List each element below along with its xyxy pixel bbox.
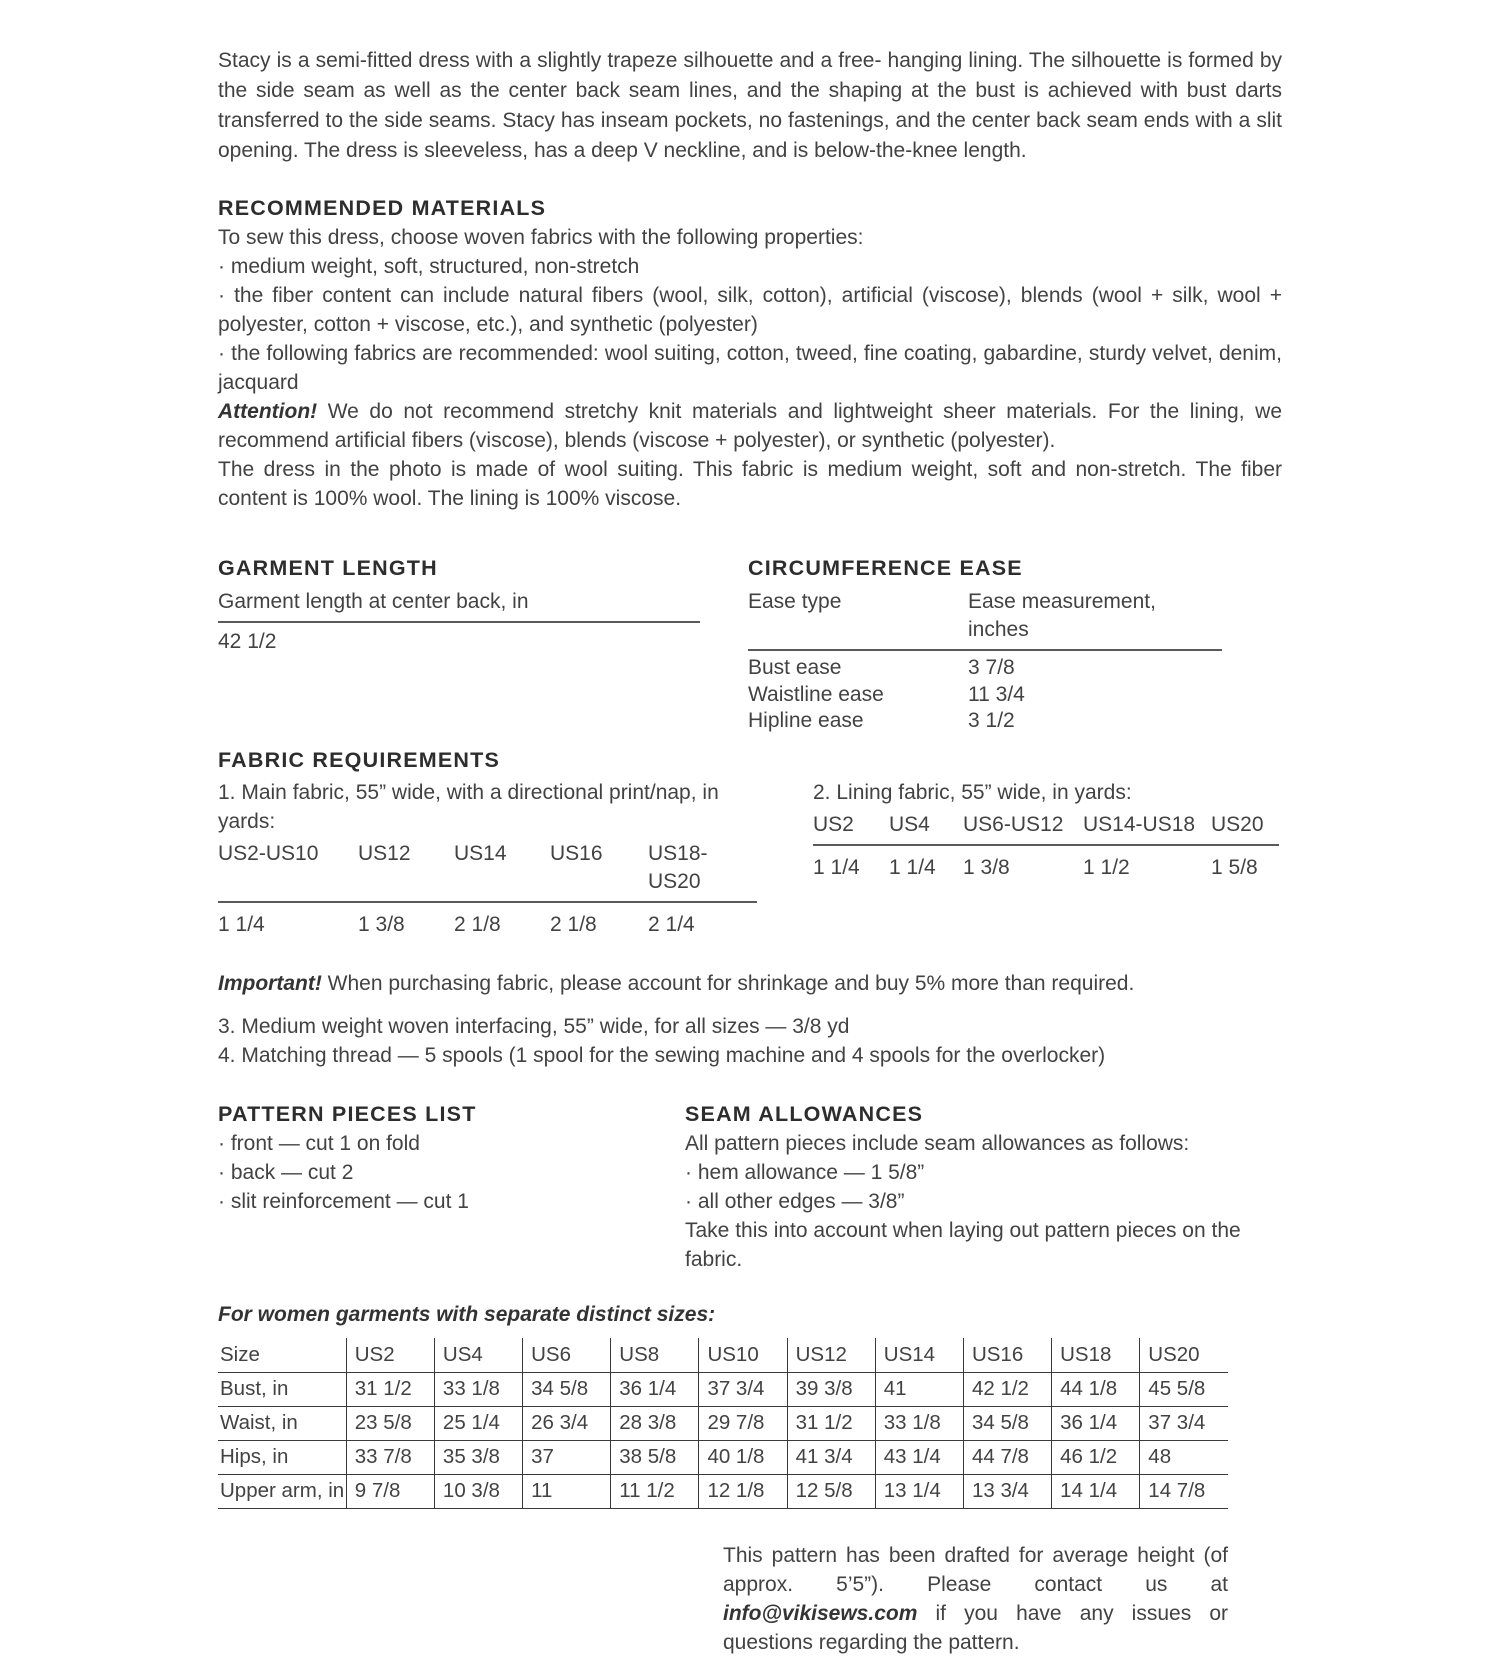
table-cell: 35 3/8 xyxy=(434,1440,522,1474)
important-note: Important! When purchasing fabric, please account for shrinkage and buy 5% more than required. xyxy=(218,971,1135,995)
table-cell: 28 3/8 xyxy=(611,1406,699,1440)
thread-item: 4. Matching thread — 5 spools (1 spool for the sewing machine and 4 spools for the overlocker) xyxy=(218,1043,1106,1067)
table-cell: 26 3/4 xyxy=(523,1406,611,1440)
seam-allowances-note: Take this into account when laying out pattern pieces on the fabric. xyxy=(685,1218,1241,1271)
table-header-cell: US20 xyxy=(1140,1338,1228,1373)
table-row xyxy=(218,1440,1228,1474)
pattern-piece-item: · back — cut 2 xyxy=(218,1160,354,1184)
attention-note: Attention! We do not recommend stretchy knit materials and lightweight sheer materials. For the lining, we recommend artificial fibers (viscose), blends (viscose + polyester), or synthetic (polyester). xyxy=(218,400,1282,452)
table-cell: 23 5/8 xyxy=(346,1406,434,1440)
ease-row: Bust ease 3 7/8 xyxy=(748,656,1015,679)
garment-length-value: 42 1/2 xyxy=(218,630,277,653)
bullet-icon: · xyxy=(218,255,225,278)
table-cell: 41 3/4 xyxy=(787,1440,875,1474)
table-row xyxy=(218,1406,1228,1440)
size-table-header-row xyxy=(218,1338,1228,1373)
table-header-cell: US2 xyxy=(346,1338,434,1373)
recommended-materials-section xyxy=(218,193,1282,513)
table-cell: 14 1/4 xyxy=(1052,1474,1140,1508)
seam-allowances-section xyxy=(685,1099,1282,1274)
attention-label: Attention! xyxy=(218,400,318,423)
table-cell: 33 1/8 xyxy=(875,1406,963,1440)
ease-type-column-header: Ease type xyxy=(748,590,842,613)
table-cell: 14 7/8 xyxy=(1140,1474,1228,1508)
lining-fabric-values-row: 1 1/4 1 1/4 1 3/8 1 1/2 1 5/8 xyxy=(813,855,1258,879)
table-header-cell: US18 xyxy=(1052,1338,1140,1373)
table-row xyxy=(218,1474,1228,1508)
lining-fabric-header-row: US2 US4 US6-US12 US14-US18 US20 xyxy=(813,811,1279,846)
table-header-cell: US14 xyxy=(875,1338,963,1373)
bullet-icon: · xyxy=(218,284,225,307)
lining-fabric-table xyxy=(813,778,1279,939)
table-cell: 9 7/8 xyxy=(346,1474,434,1508)
garment-length-section xyxy=(218,553,700,735)
main-fabric-caption: 1. Main fabric, 55” wide, with a directional print/nap, in yards: xyxy=(218,780,719,833)
interfacing-item: 3. Medium weight woven interfacing, 55” wide, for all sizes — 3/8 yd xyxy=(218,1014,850,1038)
seam-allowances-heading: SEAM ALLOWANCES xyxy=(685,1101,924,1126)
main-fabric-header-row: US2-US10 US12 US14 US16 US18-US20 xyxy=(218,840,757,903)
materials-bullet: · the fiber content can include natural fibers (wool, silk, cotton), artificial (viscose), blends (wool + silk, wool + polyester, cotton + viscose, etc.), and synthetic (polyester) xyxy=(218,284,1282,336)
materials-bullet: · the following fabrics are recommended: wool suiting, cotton, tweed, fine coating, gabardine, sturdy velvet, denim, jacquard xyxy=(218,342,1282,394)
row-label-cell: Hips, in xyxy=(218,1440,346,1474)
table-cell: 37 xyxy=(523,1440,611,1474)
additional-materials xyxy=(218,1012,1282,1070)
pieces-and-allowances-row xyxy=(218,1099,1282,1274)
bullet-icon: · xyxy=(685,1160,692,1184)
table-cell: 11 xyxy=(523,1474,611,1508)
table-cell: 46 1/2 xyxy=(1052,1440,1140,1474)
table-cell: 48 xyxy=(1140,1440,1228,1474)
fabric-tables-row xyxy=(218,778,1282,939)
row-label-cell: Upper arm, in xyxy=(218,1474,346,1508)
main-fabric-values-row: 1 1/4 1 3/8 2 1/8 2 1/8 2 1/4 xyxy=(218,912,695,936)
row-label-cell: Waist, in xyxy=(218,1406,346,1440)
table-cell: 44 7/8 xyxy=(963,1440,1051,1474)
table-cell: 11 1/2 xyxy=(611,1474,699,1508)
materials-lead: To sew this dress, choose woven fabrics with the following properties: xyxy=(218,226,864,249)
bullet-icon: · xyxy=(218,1189,225,1213)
seam-allowance-item: · hem allowance — 1 5/8” xyxy=(685,1160,925,1184)
table-cell: 10 3/8 xyxy=(434,1474,522,1508)
circumference-ease-heading: CIRCUMFERENCE EASE xyxy=(748,556,1023,580)
main-fabric-table xyxy=(218,778,757,939)
table-row xyxy=(218,1372,1228,1406)
bullet-icon: · xyxy=(218,342,225,365)
table-cell: 37 3/4 xyxy=(1140,1406,1228,1440)
table-header-cell: US4 xyxy=(434,1338,522,1373)
circumference-ease-section xyxy=(748,553,1222,735)
table-header-cell: US12 xyxy=(787,1338,875,1373)
table-cell: 38 5/8 xyxy=(611,1440,699,1474)
table-cell: 33 1/8 xyxy=(434,1372,522,1406)
table-cell: 37 3/4 xyxy=(699,1372,787,1406)
bullet-icon: · xyxy=(218,1131,225,1155)
pattern-pieces-heading: PATTERN PIECES LIST xyxy=(218,1101,477,1126)
table-cell: 44 1/8 xyxy=(1052,1372,1140,1406)
table-cell: 31 1/2 xyxy=(787,1406,875,1440)
table-header-cell: Size xyxy=(218,1338,346,1373)
table-cell: 39 3/8 xyxy=(787,1372,875,1406)
ease-row: Waistline ease 11 3/4 xyxy=(748,682,1025,706)
table-cell: 34 5/8 xyxy=(523,1372,611,1406)
table-cell: 41 xyxy=(875,1372,963,1406)
table-cell: 36 1/4 xyxy=(1052,1406,1140,1440)
table-cell: 40 1/8 xyxy=(699,1440,787,1474)
row-label-cell: Bust, in xyxy=(218,1372,346,1406)
table-header-cell: US10 xyxy=(699,1338,787,1373)
ease-measurement-column-header: Ease measurement, inches xyxy=(968,590,1156,641)
intro-paragraph: Stacy is a semi-fitted dress with a slightly trapeze silhouette and a free- hanging lining. The silhouette is formed by the side seam as well as the center back seam lines, and the shaping at the bust is achieved with bust darts transferred to the side seams. Stacy has inseam pockets, no fastenings, and the center back seam ends with a slit opening. The dress is sleeveless, has a deep V neckline, and is below-the-knee length. xyxy=(218,49,1282,162)
length-and-ease-row xyxy=(218,553,1282,735)
table-cell: 31 1/2 xyxy=(346,1372,434,1406)
pattern-pieces-section xyxy=(218,1099,685,1274)
fabric-requirements-heading: FABRIC REQUIREMENTS xyxy=(218,747,501,772)
table-cell: 12 5/8 xyxy=(787,1474,875,1508)
table-cell: 42 1/2 xyxy=(963,1372,1051,1406)
recommended-materials-heading: RECOMMENDED MATERIALS xyxy=(218,196,547,220)
footer-note: This pattern has been drafted for average height (of approx. 5’5”). Please contact us at info@vikisews.com if you have any issues or questions regarding the pattern. xyxy=(723,1543,1228,1654)
ease-table-header xyxy=(748,588,1222,651)
table-cell: 43 1/4 xyxy=(875,1440,963,1474)
table-cell: 33 7/8 xyxy=(346,1440,434,1474)
photo-fabric-note: The dress in the photo is made of wool suiting. This fabric is medium weight, soft and non-stretch. The fiber content is 100% wool. The lining is 100% viscose. xyxy=(218,458,1282,510)
bullet-icon: · xyxy=(685,1189,692,1213)
table-cell: 12 1/8 xyxy=(699,1474,787,1508)
table-cell: 13 3/4 xyxy=(963,1474,1051,1508)
lining-fabric-caption: 2. Lining fabric, 55” wide, in yards: xyxy=(813,780,1132,804)
table-header-cell: US8 xyxy=(611,1338,699,1373)
table-cell: 34 5/8 xyxy=(963,1406,1051,1440)
materials-bullet: · medium weight, soft, structured, non-stretch xyxy=(218,255,640,278)
size-table-caption: For women garments with separate distinct sizes: xyxy=(218,1302,716,1326)
garment-length-table-header: Garment length at center back, in xyxy=(218,588,700,623)
table-cell: 29 7/8 xyxy=(699,1406,787,1440)
table-cell: 13 1/4 xyxy=(875,1474,963,1508)
contact-email-link[interactable]: info@vikisews.com xyxy=(723,1601,918,1625)
table-cell: 25 1/4 xyxy=(434,1406,522,1440)
bullet-icon: · xyxy=(218,1160,225,1184)
seam-allowances-lead: All pattern pieces include seam allowances as follows: xyxy=(685,1131,1190,1155)
table-cell: 36 1/4 xyxy=(611,1372,699,1406)
table-cell: 45 5/8 xyxy=(1140,1372,1228,1406)
important-label: Important! xyxy=(218,971,322,995)
table-header-cell: US6 xyxy=(523,1338,611,1373)
garment-length-heading: GARMENT LENGTH xyxy=(218,556,438,580)
pattern-piece-item: · front — cut 1 on fold xyxy=(218,1131,420,1155)
table-header-cell: US16 xyxy=(963,1338,1051,1373)
pattern-piece-item: · slit reinforcement — cut 1 xyxy=(218,1189,469,1213)
ease-row: Hipline ease 3 1/2 xyxy=(748,709,1015,732)
seam-allowance-item: · all other edges — 3/8” xyxy=(685,1189,905,1213)
size-table xyxy=(218,1338,1228,1509)
